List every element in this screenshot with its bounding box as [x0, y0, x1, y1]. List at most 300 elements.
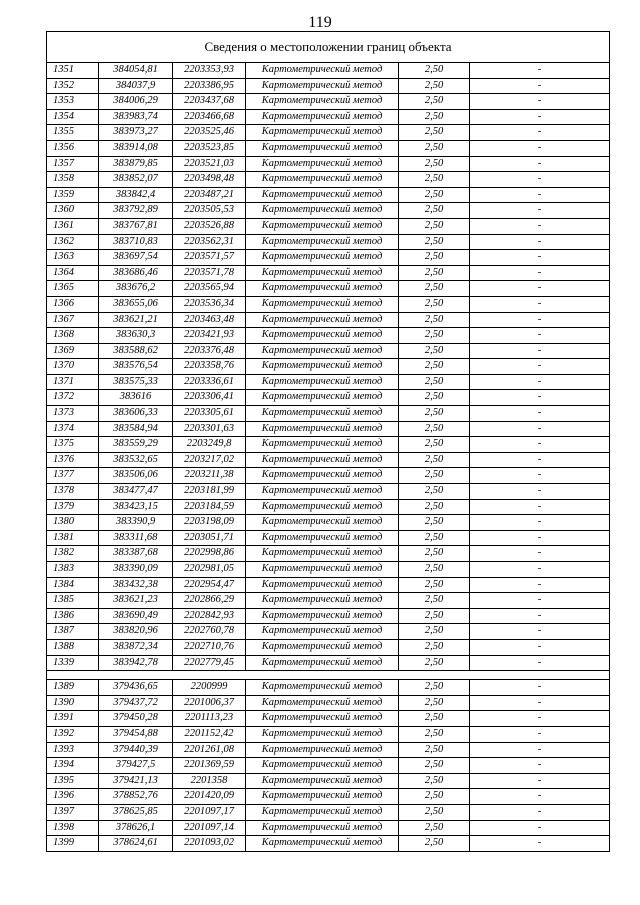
page-number: 119: [308, 14, 332, 31]
y-coordinate-cell: 2203249,8: [173, 437, 246, 453]
y-coordinate-cell: 2201358: [173, 773, 246, 789]
table-row: [47, 406, 609, 422]
description-cell: -: [470, 820, 610, 836]
description-cell: -: [470, 281, 610, 297]
method-cell: Картометрический метод: [246, 758, 399, 774]
table-row: [47, 265, 609, 281]
y-coordinate-cell: 2203181,99: [173, 484, 246, 500]
description-cell: -: [470, 468, 610, 484]
accuracy-cell: 2,50: [399, 530, 470, 546]
table-row: [47, 593, 609, 609]
description-cell: -: [470, 140, 610, 156]
accuracy-cell: 2,50: [399, 296, 470, 312]
description-cell: -: [470, 836, 610, 852]
y-coordinate-cell: 2200999: [173, 680, 246, 696]
description-cell: -: [470, 437, 610, 453]
table-row: [47, 468, 609, 484]
x-coordinate-cell: 383606,33: [99, 406, 173, 422]
method-cell: Картометрический метод: [246, 742, 399, 758]
table-row: [47, 312, 609, 328]
description-cell: -: [470, 562, 610, 578]
accuracy-cell: 2,50: [399, 789, 470, 805]
y-coordinate-cell: 2203306,41: [173, 390, 246, 406]
y-coordinate-cell: 2203571,78: [173, 265, 246, 281]
point-number-cell: 1375: [47, 437, 99, 453]
method-cell: Картометрический метод: [246, 203, 399, 219]
table-row: [47, 203, 609, 219]
accuracy-cell: 2,50: [399, 820, 470, 836]
accuracy-cell: 2,50: [399, 655, 470, 671]
point-number-cell: 1357: [47, 156, 99, 172]
point-number-cell: 1391: [47, 711, 99, 727]
x-coordinate-cell: 384037,9: [99, 78, 173, 94]
accuracy-cell: 2,50: [399, 608, 470, 624]
point-number-cell: 1385: [47, 593, 99, 609]
y-coordinate-cell: 2203521,03: [173, 156, 246, 172]
method-cell: Картометрический метод: [246, 374, 399, 390]
x-coordinate-cell: 383686,46: [99, 265, 173, 281]
accuracy-cell: 2,50: [399, 680, 470, 696]
y-coordinate-cell: 2203353,93: [173, 63, 246, 78]
point-number-cell: 1377: [47, 468, 99, 484]
point-number-cell: 1389: [47, 680, 99, 696]
accuracy-cell: 2,50: [399, 125, 470, 141]
y-coordinate-cell: 2202760,78: [173, 624, 246, 640]
method-cell: Картометрический метод: [246, 804, 399, 820]
accuracy-cell: 2,50: [399, 78, 470, 94]
x-coordinate-cell: 383423,15: [99, 499, 173, 515]
description-cell: -: [470, 406, 610, 422]
method-cell: Картометрический метод: [246, 140, 399, 156]
table-row: [47, 820, 609, 836]
table-row: [47, 140, 609, 156]
method-cell: Картометрический метод: [246, 390, 399, 406]
accuracy-cell: 2,50: [399, 172, 470, 188]
accuracy-cell: 2,50: [399, 499, 470, 515]
method-cell: Картометрический метод: [246, 726, 399, 742]
point-number-cell: 1352: [47, 78, 99, 94]
x-coordinate-cell: 383942,78: [99, 655, 173, 671]
accuracy-cell: 2,50: [399, 374, 470, 390]
method-cell: Картометрический метод: [246, 593, 399, 609]
accuracy-cell: 2,50: [399, 312, 470, 328]
point-number-cell: 1387: [47, 624, 99, 640]
point-number-cell: 1396: [47, 789, 99, 805]
accuracy-cell: 2,50: [399, 515, 470, 531]
point-number-cell: 1378: [47, 484, 99, 500]
y-coordinate-cell: 2203523,85: [173, 140, 246, 156]
table-row: [47, 655, 609, 671]
table-row: [47, 78, 609, 94]
method-cell: Картометрический метод: [246, 218, 399, 234]
x-coordinate-cell: 379437,72: [99, 695, 173, 711]
description-cell: -: [470, 452, 610, 468]
point-number-cell: 1393: [47, 742, 99, 758]
table-row: [47, 234, 609, 250]
method-cell: Картометрический метод: [246, 109, 399, 125]
accuracy-cell: 2,50: [399, 577, 470, 593]
point-number-cell: 1371: [47, 374, 99, 390]
x-coordinate-cell: 383390,9: [99, 515, 173, 531]
x-coordinate-cell: 379450,28: [99, 711, 173, 727]
point-number-cell: 1373: [47, 406, 99, 422]
x-coordinate-cell: 383842,4: [99, 187, 173, 203]
table-row: [47, 172, 609, 188]
y-coordinate-cell: 2203536,34: [173, 296, 246, 312]
y-coordinate-cell: 2203498,48: [173, 172, 246, 188]
description-cell: -: [470, 804, 610, 820]
y-coordinate-cell: 2203051,71: [173, 530, 246, 546]
x-coordinate-cell: 383506,06: [99, 468, 173, 484]
table-row: [47, 437, 609, 453]
description-cell: -: [470, 593, 610, 609]
x-coordinate-cell: 383584,94: [99, 421, 173, 437]
description-cell: -: [470, 312, 610, 328]
y-coordinate-cell: 2201369,59: [173, 758, 246, 774]
y-coordinate-cell: 2201113,23: [173, 711, 246, 727]
description-cell: -: [470, 78, 610, 94]
method-cell: Картометрический метод: [246, 515, 399, 531]
accuracy-cell: 2,50: [399, 63, 470, 78]
y-coordinate-cell: 2202998,86: [173, 546, 246, 562]
accuracy-cell: 2,50: [399, 773, 470, 789]
table-row: [47, 452, 609, 468]
accuracy-cell: 2,50: [399, 359, 470, 375]
accuracy-cell: 2,50: [399, 593, 470, 609]
table-row: [47, 499, 609, 515]
method-cell: Картометрический метод: [246, 156, 399, 172]
section-title: Сведения о местоположении границ объекта: [47, 32, 609, 63]
x-coordinate-cell: 379440,39: [99, 742, 173, 758]
y-coordinate-cell: 2203466,68: [173, 109, 246, 125]
method-cell: Картометрический метод: [246, 639, 399, 655]
accuracy-cell: 2,50: [399, 156, 470, 172]
method-cell: Картометрический метод: [246, 624, 399, 640]
y-coordinate-cell: 2203525,46: [173, 125, 246, 141]
table-row: [47, 836, 609, 852]
table-row: [47, 711, 609, 727]
y-coordinate-cell: 2203301,63: [173, 421, 246, 437]
table-row: [47, 156, 609, 172]
accuracy-cell: 2,50: [399, 328, 470, 344]
x-coordinate-cell: 384054,81: [99, 63, 173, 78]
method-cell: Картометрический метод: [246, 94, 399, 110]
accuracy-cell: 2,50: [399, 468, 470, 484]
y-coordinate-cell: 2203562,31: [173, 234, 246, 250]
description-cell: -: [470, 94, 610, 110]
table-row: [47, 639, 609, 655]
accuracy-cell: 2,50: [399, 94, 470, 110]
table-row: [47, 608, 609, 624]
y-coordinate-cell: 2203211,38: [173, 468, 246, 484]
accuracy-cell: 2,50: [399, 250, 470, 266]
x-coordinate-cell: 383820,96: [99, 624, 173, 640]
accuracy-cell: 2,50: [399, 203, 470, 219]
y-coordinate-cell: 2202710,76: [173, 639, 246, 655]
y-coordinate-cell: 2203184,59: [173, 499, 246, 515]
point-number-cell: 1390: [47, 695, 99, 711]
point-number-cell: 1379: [47, 499, 99, 515]
method-cell: Картометрический метод: [246, 836, 399, 852]
description-cell: -: [470, 265, 610, 281]
description-cell: -: [470, 374, 610, 390]
x-coordinate-cell: 383852,07: [99, 172, 173, 188]
method-cell: Картометрический метод: [246, 406, 399, 422]
method-cell: Картометрический метод: [246, 655, 399, 671]
accuracy-cell: 2,50: [399, 421, 470, 437]
point-number-cell: 1380: [47, 515, 99, 531]
method-cell: Картометрический метод: [246, 452, 399, 468]
y-coordinate-cell: 2201093,02: [173, 836, 246, 852]
accuracy-cell: 2,50: [399, 726, 470, 742]
description-cell: -: [470, 655, 610, 671]
point-number-cell: 1355: [47, 125, 99, 141]
x-coordinate-cell: 383477,47: [99, 484, 173, 500]
table-row: [47, 577, 609, 593]
method-cell: Картометрический метод: [246, 312, 399, 328]
description-cell: -: [470, 546, 610, 562]
accuracy-cell: 2,50: [399, 639, 470, 655]
point-number-cell: 1367: [47, 312, 99, 328]
point-number-cell: 1383: [47, 562, 99, 578]
table-row: [47, 742, 609, 758]
coordinates-table-body: [47, 63, 609, 851]
x-coordinate-cell: 383710,83: [99, 234, 173, 250]
x-coordinate-cell: 378624,61: [99, 836, 173, 852]
table-row: [47, 680, 609, 696]
y-coordinate-cell: 2203386,95: [173, 78, 246, 94]
y-coordinate-cell: 2203526,88: [173, 218, 246, 234]
description-cell: -: [470, 789, 610, 805]
method-cell: Картометрический метод: [246, 468, 399, 484]
accuracy-cell: 2,50: [399, 140, 470, 156]
x-coordinate-cell: 383690,49: [99, 608, 173, 624]
method-cell: Картометрический метод: [246, 546, 399, 562]
y-coordinate-cell: 2201420,09: [173, 789, 246, 805]
description-cell: -: [470, 773, 610, 789]
point-number-cell: 1339: [47, 655, 99, 671]
boundary-table-frame: [46, 31, 610, 852]
point-number-cell: 1364: [47, 265, 99, 281]
accuracy-cell: 2,50: [399, 562, 470, 578]
table-row: [47, 390, 609, 406]
point-number-cell: 1351: [47, 63, 99, 78]
y-coordinate-cell: 2201152,42: [173, 726, 246, 742]
x-coordinate-cell: 383390,09: [99, 562, 173, 578]
x-coordinate-cell: 383792,89: [99, 203, 173, 219]
table-row: [47, 187, 609, 203]
description-cell: -: [470, 390, 610, 406]
point-number-cell: 1384: [47, 577, 99, 593]
description-cell: -: [470, 187, 610, 203]
point-number-cell: 1358: [47, 172, 99, 188]
description-cell: -: [470, 639, 610, 655]
description-cell: -: [470, 624, 610, 640]
x-coordinate-cell: 383621,21: [99, 312, 173, 328]
method-cell: Картометрический метод: [246, 711, 399, 727]
point-number-cell: 1361: [47, 218, 99, 234]
accuracy-cell: 2,50: [399, 836, 470, 852]
description-cell: -: [470, 758, 610, 774]
description-cell: -: [470, 421, 610, 437]
y-coordinate-cell: 2203305,61: [173, 406, 246, 422]
accuracy-cell: 2,50: [399, 711, 470, 727]
method-cell: Картометрический метод: [246, 172, 399, 188]
method-cell: Картометрический метод: [246, 78, 399, 94]
x-coordinate-cell: 378625,85: [99, 804, 173, 820]
x-coordinate-cell: 383655,06: [99, 296, 173, 312]
x-coordinate-cell: 383767,81: [99, 218, 173, 234]
y-coordinate-cell: 2203571,57: [173, 250, 246, 266]
description-cell: -: [470, 680, 610, 696]
point-number-cell: 1382: [47, 546, 99, 562]
y-coordinate-cell: 2203565,94: [173, 281, 246, 297]
table-row: [47, 546, 609, 562]
description-cell: -: [470, 203, 610, 219]
method-cell: Картометрический метод: [246, 125, 399, 141]
point-number-cell: 1359: [47, 187, 99, 203]
y-coordinate-cell: 2203421,93: [173, 328, 246, 344]
y-coordinate-cell: 2201097,17: [173, 804, 246, 820]
table-row: [47, 125, 609, 141]
point-number-cell: 1386: [47, 608, 99, 624]
method-cell: Картометрический метод: [246, 265, 399, 281]
method-cell: Картометрический метод: [246, 499, 399, 515]
x-coordinate-cell: 383311,68: [99, 530, 173, 546]
x-coordinate-cell: 383872,34: [99, 639, 173, 655]
accuracy-cell: 2,50: [399, 758, 470, 774]
table-row: [47, 281, 609, 297]
table-row: [47, 63, 609, 78]
table-row: [47, 296, 609, 312]
x-coordinate-cell: 383973,27: [99, 125, 173, 141]
method-cell: Картометрический метод: [246, 234, 399, 250]
method-cell: Картометрический метод: [246, 608, 399, 624]
y-coordinate-cell: 2202981,05: [173, 562, 246, 578]
description-cell: -: [470, 250, 610, 266]
x-coordinate-cell: 383879,85: [99, 156, 173, 172]
x-coordinate-cell: 379421,13: [99, 773, 173, 789]
x-coordinate-cell: 383630,3: [99, 328, 173, 344]
x-coordinate-cell: 378852,76: [99, 789, 173, 805]
point-number-cell: 1368: [47, 328, 99, 344]
description-cell: -: [470, 515, 610, 531]
y-coordinate-cell: 2201006,37: [173, 695, 246, 711]
x-coordinate-cell: 383576,54: [99, 359, 173, 375]
description-cell: -: [470, 742, 610, 758]
y-coordinate-cell: 2203336,61: [173, 374, 246, 390]
point-number-cell: 1372: [47, 390, 99, 406]
table-row: [47, 328, 609, 344]
accuracy-cell: 2,50: [399, 265, 470, 281]
table-row: [47, 804, 609, 820]
table-row: [47, 758, 609, 774]
point-number-cell: 1354: [47, 109, 99, 125]
point-number-cell: 1366: [47, 296, 99, 312]
accuracy-cell: 2,50: [399, 695, 470, 711]
method-cell: Картометрический метод: [246, 789, 399, 805]
x-coordinate-cell: 379436,65: [99, 680, 173, 696]
point-number-cell: 1369: [47, 343, 99, 359]
accuracy-cell: 2,50: [399, 452, 470, 468]
accuracy-cell: 2,50: [399, 218, 470, 234]
table-row: [47, 695, 609, 711]
description-cell: -: [470, 343, 610, 359]
y-coordinate-cell: 2202866,29: [173, 593, 246, 609]
x-coordinate-cell: 383532,65: [99, 452, 173, 468]
point-number-cell: 1395: [47, 773, 99, 789]
method-cell: Картометрический метод: [246, 281, 399, 297]
point-number-cell: 1374: [47, 421, 99, 437]
x-coordinate-cell: 379454,88: [99, 726, 173, 742]
method-cell: Картометрический метод: [246, 820, 399, 836]
accuracy-cell: 2,50: [399, 484, 470, 500]
method-cell: Картометрический метод: [246, 343, 399, 359]
method-cell: Картометрический метод: [246, 187, 399, 203]
point-number-cell: 1388: [47, 639, 99, 655]
description-cell: -: [470, 296, 610, 312]
description-cell: -: [470, 172, 610, 188]
x-coordinate-cell: 383575,33: [99, 374, 173, 390]
accuracy-cell: 2,50: [399, 281, 470, 297]
accuracy-cell: 2,50: [399, 742, 470, 758]
point-number-cell: 1381: [47, 530, 99, 546]
accuracy-cell: 2,50: [399, 804, 470, 820]
y-coordinate-cell: 2203505,53: [173, 203, 246, 219]
y-coordinate-cell: 2202954,47: [173, 577, 246, 593]
y-coordinate-cell: 2203437,68: [173, 94, 246, 110]
y-coordinate-cell: 2203358,76: [173, 359, 246, 375]
table-row: [47, 343, 609, 359]
y-coordinate-cell: 2203376,48: [173, 343, 246, 359]
point-number-cell: 1365: [47, 281, 99, 297]
y-coordinate-cell: 2203217,02: [173, 452, 246, 468]
accuracy-cell: 2,50: [399, 437, 470, 453]
description-cell: -: [470, 484, 610, 500]
table-row: [47, 359, 609, 375]
description-cell: -: [470, 608, 610, 624]
table-row: [47, 250, 609, 266]
method-cell: Картометрический метод: [246, 296, 399, 312]
point-number-cell: 1392: [47, 726, 99, 742]
description-cell: -: [470, 218, 610, 234]
table-row: [47, 530, 609, 546]
method-cell: Картометрический метод: [246, 484, 399, 500]
description-cell: -: [470, 63, 610, 78]
method-cell: Картометрический метод: [246, 359, 399, 375]
method-cell: Картометрический метод: [246, 328, 399, 344]
table-row: [47, 624, 609, 640]
description-cell: -: [470, 125, 610, 141]
description-cell: -: [470, 234, 610, 250]
point-number-cell: 1356: [47, 140, 99, 156]
x-coordinate-cell: 383387,68: [99, 546, 173, 562]
y-coordinate-cell: 2203487,21: [173, 187, 246, 203]
x-coordinate-cell: 383676,2: [99, 281, 173, 297]
separator-cell: [47, 671, 609, 680]
method-cell: Картометрический метод: [246, 577, 399, 593]
description-cell: -: [470, 328, 610, 344]
table-row: [47, 789, 609, 805]
coordinates-table: [47, 63, 609, 852]
description-cell: -: [470, 695, 610, 711]
point-number-cell: 1360: [47, 203, 99, 219]
method-cell: Картометрический метод: [246, 250, 399, 266]
table-row: [47, 484, 609, 500]
y-coordinate-cell: 2202779,45: [173, 655, 246, 671]
table-row: [47, 773, 609, 789]
description-cell: -: [470, 726, 610, 742]
